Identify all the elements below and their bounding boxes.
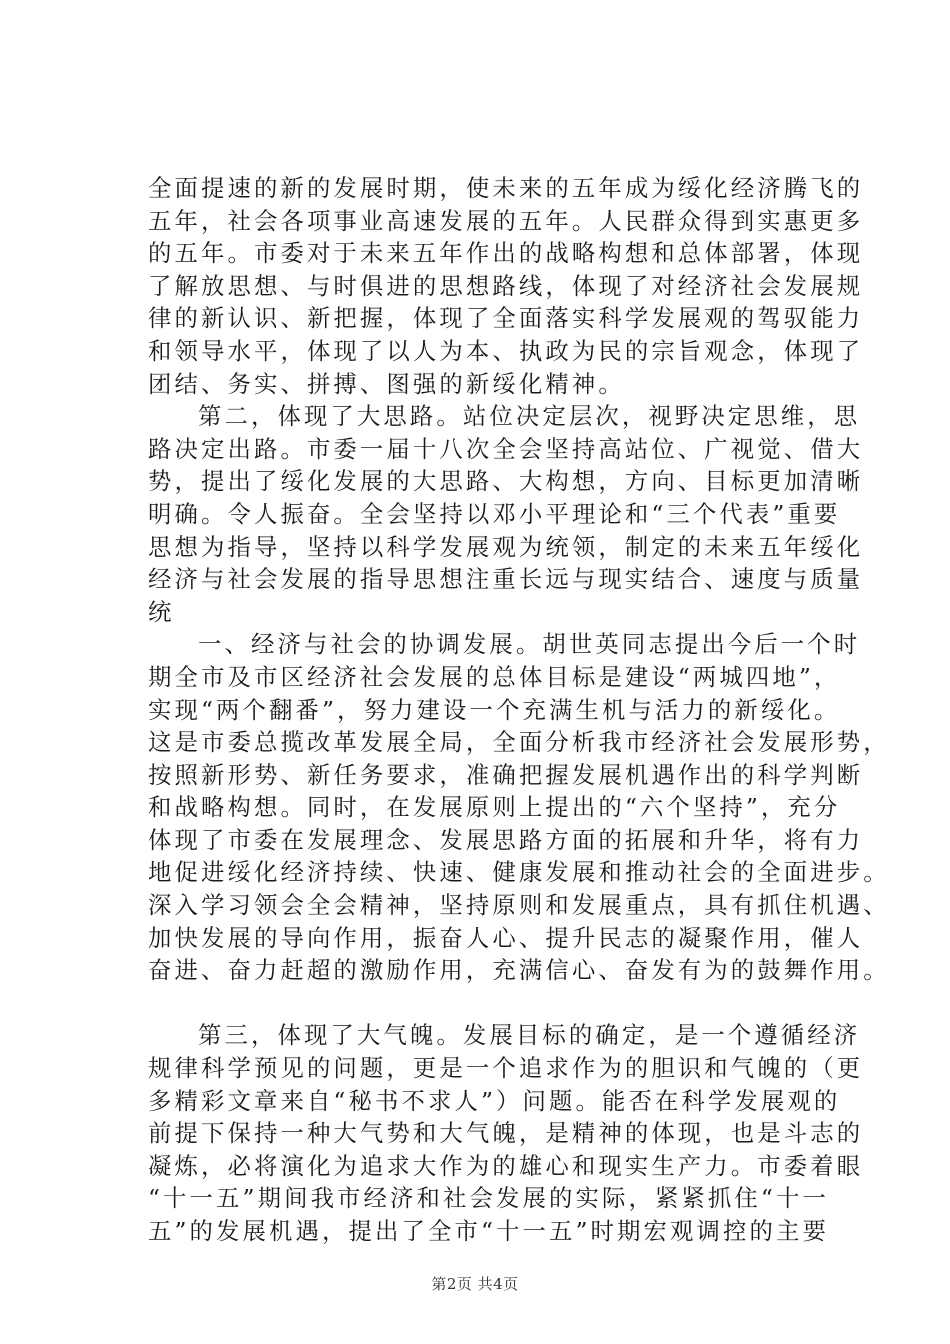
text-line: 这是市委总揽改革发展全局，全面分析我市经济社会发展形势， bbox=[148, 728, 890, 757]
text-line: 深入学习领会全会精神，坚持原则和发展重点，具有抓住机遇、 bbox=[148, 891, 890, 920]
text-line: 明确。令人振奋。全会坚持以邓小平理论和“三个代表”重要 bbox=[148, 499, 841, 528]
text-line: 律的新认识、新把握，体现了全面落实科学发展观的驾驭能力 bbox=[148, 304, 864, 333]
text-line: “十一五”期间我市经济和社会发展的实际，紧紧抓住“十一 bbox=[148, 1184, 829, 1213]
document-body bbox=[148, 172, 890, 1248]
text-line: 五年，社会各项事业高速发展的五年。人民群众得到实惠更多 bbox=[148, 206, 864, 235]
text-line: 第三，体现了大气魄。发展目标的确定，是一个遵循经济 bbox=[198, 1021, 861, 1050]
text-line: 和战略构想。同时，在发展原则上提出的“六个坚持”，充分 bbox=[148, 793, 841, 822]
text-line: 经济与社会发展的指导思想注重长远与现实结合、速度与质量 bbox=[148, 565, 864, 594]
text-line: 按照新形势、新任务要求，准确把握发展机遇作出的科学判断 bbox=[148, 760, 864, 789]
text-line: 第二，体现了大思路。站位决定层次，视野决定思维，思 bbox=[198, 402, 861, 431]
text-line: 规律科学预见的问题，更是一个追求作为的胆识和气魄的（更 bbox=[148, 1054, 864, 1083]
text-line: 路决定出路。市委一届十八次全会坚持高站位、广视觉、借大 bbox=[148, 434, 864, 463]
text-line: 奋进、奋力赶超的激励作用，充满信心、奋发有为的鼓舞作用。 bbox=[148, 956, 890, 985]
text-line: 团结、务实、拼搏、图强的新绥化精神。 bbox=[148, 369, 625, 398]
text-line: 全面提速的新的发展时期，使未来的五年成为绥化经济腾飞的 bbox=[148, 174, 864, 202]
text-line: 思想为指导，坚持以科学发展观为统领，制定的未来五年绥化 bbox=[148, 532, 864, 561]
text-line: 多精彩文章来自“秘书不求人”）问题。能否在科学发展观的 bbox=[148, 1086, 841, 1115]
text-line: 地促进绥化经济持续、快速、健康发展和推动社会的全面进步。 bbox=[148, 858, 890, 887]
text-line: 体现了市委在发展理念、发展思路方面的拓展和升华，将有力 bbox=[148, 825, 864, 854]
text-line: 和领导水平，体现了以人为本、执政为民的宗旨观念，体现了 bbox=[148, 336, 864, 365]
text-line: 加快发展的导向作用，振奋人心、提升民志的凝聚作用，催人 bbox=[148, 923, 864, 952]
text-line: 前提下保持一种大气势和大气魄，是精神的体现，也是斗志的 bbox=[148, 1119, 864, 1148]
text-line: 一、经济与社会的协调发展。胡世英同志提出今后一个时 bbox=[198, 630, 861, 659]
text-line: 凝炼，必将演化为追求大作为的雄心和现实生产力。市委着眼 bbox=[148, 1151, 864, 1180]
blank-line bbox=[148, 987, 814, 1020]
text-line: 统 bbox=[148, 597, 175, 626]
page-footer: 第2页 共4页 bbox=[431, 1275, 519, 1293]
text-line: 五”的发展机遇，提出了全市“十一五”时期宏观调控的主要 bbox=[148, 1217, 829, 1245]
text-line: 期全市及市区经济社会发展的总体目标是建设“两城四地”， bbox=[148, 662, 841, 691]
text-line: 的五年。市委对于未来五年作出的战略构想和总体部署，体现 bbox=[148, 239, 864, 268]
text-line: 实现“两个翻番”，努力建设一个充满生机与活力的新绥化。 bbox=[148, 695, 841, 724]
text-line: 了解放思想、与时俱进的思想路线，体现了对经济社会发展规 bbox=[148, 271, 864, 300]
text-line: 势，提出了绥化发展的大思路、大构想，方向、目标更加清晰 bbox=[148, 467, 864, 496]
